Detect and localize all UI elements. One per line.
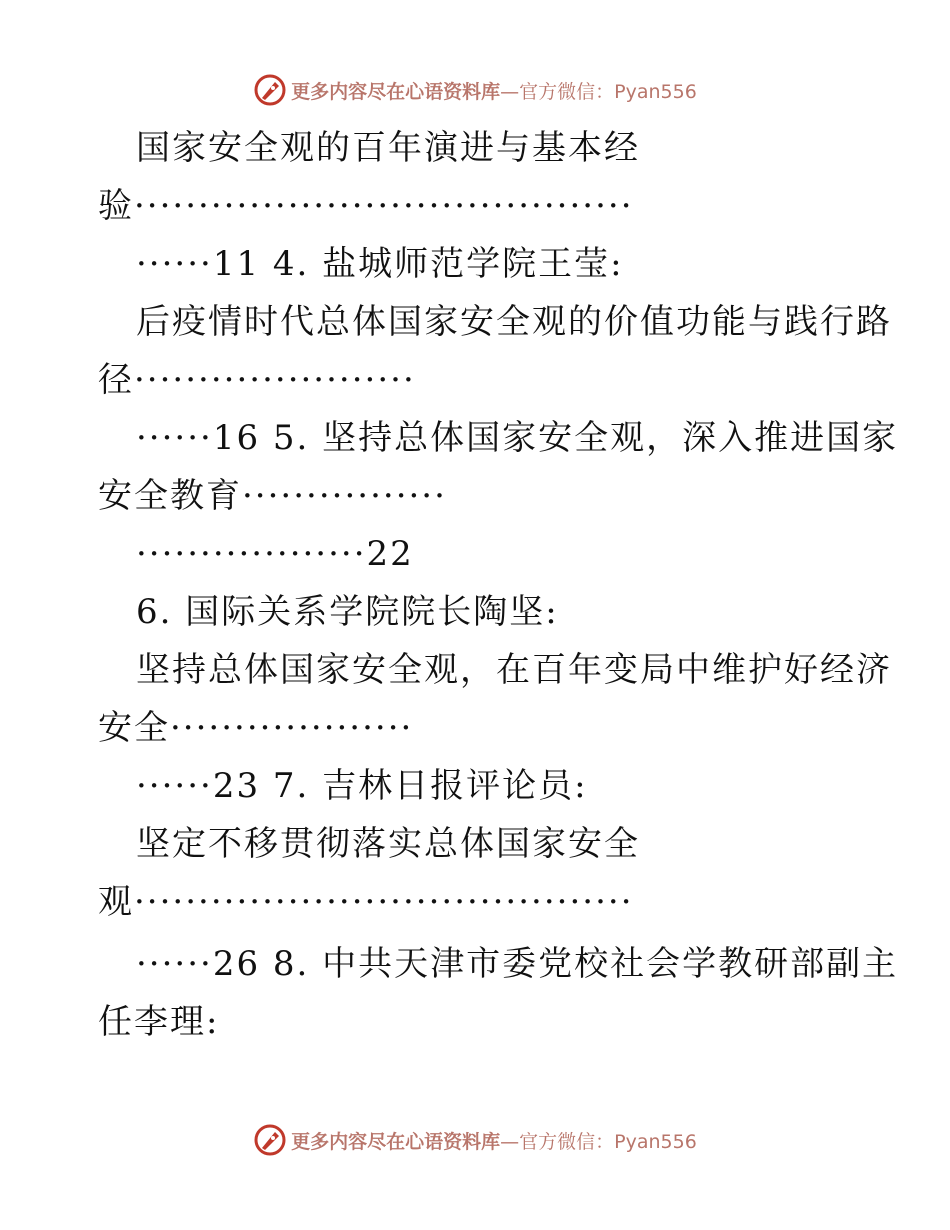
toc-line: 径······················: [98, 360, 416, 400]
toc-line: 验·······································: [98, 186, 634, 226]
header-banner-wechat: —官方微信：Pyan556: [500, 80, 697, 103]
toc-line: ··················22: [136, 534, 414, 574]
toc-line: 观·······································: [98, 882, 634, 922]
toc-line: ······11 4. 盐城师范学院王莹:: [136, 244, 624, 284]
footer-banner-text: 更多内容尽在心语资料库: [291, 1130, 501, 1153]
toc-line: 安全···················: [98, 708, 414, 748]
toc-line: ······26 8. 中共天津市委党校社会学教研部副主: [136, 944, 899, 984]
toc-line: 6. 国际关系学院院长陶坚:: [136, 592, 559, 632]
toc-line: ······23 7. 吉林日报评论员:: [136, 766, 588, 806]
toc-line: 坚定不移贯彻落实总体国家安全: [136, 824, 640, 864]
toc-line: 坚持总体国家安全观，在百年变局中维护好经济: [136, 650, 892, 690]
footer-banner: [0, 1120, 950, 1160]
toc-line: 国家安全观的百年演进与基本经: [136, 128, 640, 168]
footer-banner-wechat: —官方微信：Pyan556: [500, 1130, 697, 1153]
toc-line: 任李理:: [98, 1002, 220, 1042]
header-banner-text: 更多内容尽在心语资料库: [291, 80, 501, 103]
toc-line: 安全教育················: [98, 476, 447, 516]
toc-line: ······16 5. 坚持总体国家安全观，深入推进国家: [136, 418, 899, 458]
pen-nib-logo-icon: [253, 1123, 287, 1157]
toc-line: 后疫情时代总体国家安全观的价值功能与践行路: [136, 302, 892, 342]
